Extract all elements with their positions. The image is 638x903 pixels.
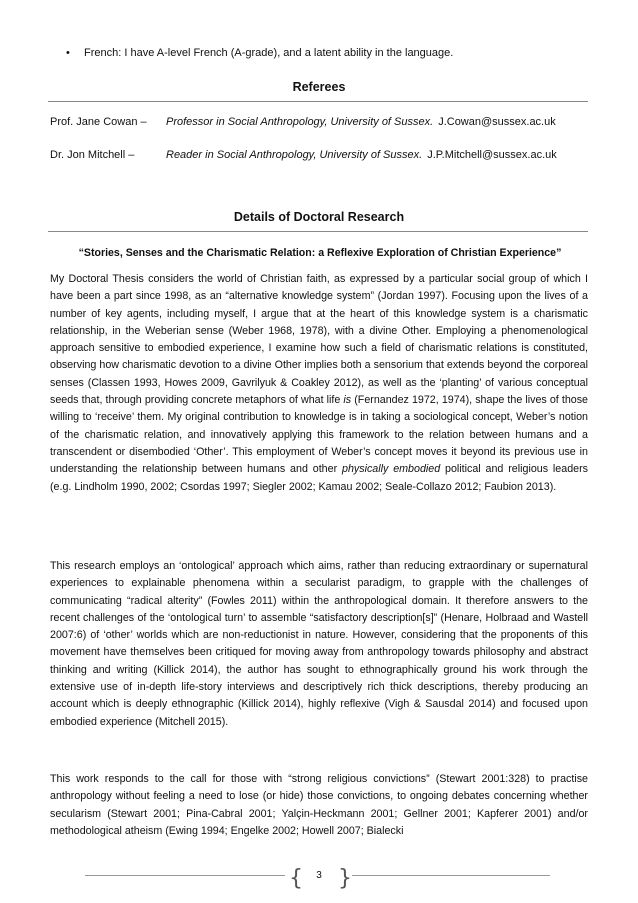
referee-name: Dr. Jon Mitchell – [50,149,135,161]
research-paragraph-2: This research employs an ‘ontological’ approach which aims, rather than reducing extraordinary or supernatural experiences to explainable phenomena within a secularist paradigm, to grapple with the challenges of communicating “radical alterity” (Fowles 2011) within the anthropological domain. It therefore answers to the recent challenges of the ‘ontological turn’ to assemble “satisfactory description[s]” (Henare, Holbraad and Wastell 2007:6) of ‘other’ worlds which are non-reductionist in nature. However, considering that the proponents of this movement have themselves been critiqued for moving away from anthropology towards philosophy and abstract thinking and writing (Killick 2014), the author has sought to ethnographically ground his work through the extensive use of in-depth life-story interviews and descriptively rich thick descriptions, thereby producing an account which is deeply ethnographic (Killick 2014), highly reflexive (Vigh & Sausdal 2014) and focused upon embodied experience (Mitchell 2015). [50,560,588,728]
referee-email[interactable]: J.P.Mitchell@sussex.ac.uk [427,149,557,161]
thesis-title: “Stories, Senses and the Charismatic Relation: a Reflexive Exploration of Christian Experience” [78,247,562,259]
paragraph-text: political and religious leaders (e.g. Lindholm 1990, 2002; Csordas 1997; Siegler 2002; Kamau 2002; Seale-Collazo 2012; Faubion 2013). [50,463,588,493]
left-bracket-icon: { [289,866,303,891]
footer-rule-left [85,875,285,876]
referee-role: Reader in Social Anthropology, University of Sussex. [166,149,423,161]
research-paragraph-1 [50,271,588,496]
research-paragraph-3: This work responds to the call for those with “strong religious convictions” (Stewart 2001:328) to practise anthropology without feeling a need to lose (or hide) those convictions, to ongoing debates concerning whether secularism (Stewart 2001; Pina-Cabral 2001; Yalçin-Heckmann 2001; Gellner 2001; Kapferer 2001) and/or methodological atheism (Ewing 1994; Engelke 2002; Howell 2007; Bialecki [50,773,588,837]
paragraph-text: (Fernandez 1972, 1974), shape the lives of those willing to ‘receive’ them. My original contribution to knowledge is in taking a sociological concept, Weber’s notion of the charismatic relation, and innovatively applying this framework to the relation between humans and a transcendent or disembodied ‘Other’. This employment of Weber’s concept moves it beyond its previous use in understanding the relationship between humans and other [50,394,589,476]
language-bullet [66,47,453,59]
referee-row [50,149,557,161]
referees-heading: Referees [292,80,346,94]
referee-email[interactable]: J.Cowan@sussex.ac.uk [438,116,556,128]
footer-rule-right [352,875,550,876]
referee-row [50,116,556,128]
page-number: 3 [316,870,322,881]
paragraph-text: My Doctoral Thesis considers the world of Christian faith, as expressed by a particular social group of which I have been a part since 1998, as an “alternative knowledge system” (Jordan 1997). Focusing upon the lives of a number of key agents, including myself, I argue that at the heart of this knowledge system is a charismatic relationship, in the Weberian sense (Weber 1968, 1978), with a divine Other. Employing a phenomenological approach sensitive to embodied experience, I examine how such a field of charismatic relations is constituted, observing how charismatic devotion to a divine Other implies both a sensorium that extends beyond the corporeal senses (Classen 1993, Howes 2009, Gavrilyuk & Coakley 2012), as well as the ‘planting’ of various conceptual seeds that, through providing concrete metaphors of what life [50,273,588,407]
emphasis-text: physically embodied [342,463,441,476]
research-divider [48,231,588,232]
bullet-text: French: I have A-level French (A-grade), and a latent ability in the language. [84,47,454,59]
emphasis-text: is [343,394,352,407]
referee-name: Prof. Jane Cowan – [50,116,147,128]
bullet-icon: • [66,47,70,59]
research-heading: Details of Doctoral Research [233,210,405,224]
right-bracket-icon: } [338,866,352,891]
referees-divider [48,101,588,102]
referee-role: Professor in Social Anthropology, University of Sussex. [166,116,434,128]
